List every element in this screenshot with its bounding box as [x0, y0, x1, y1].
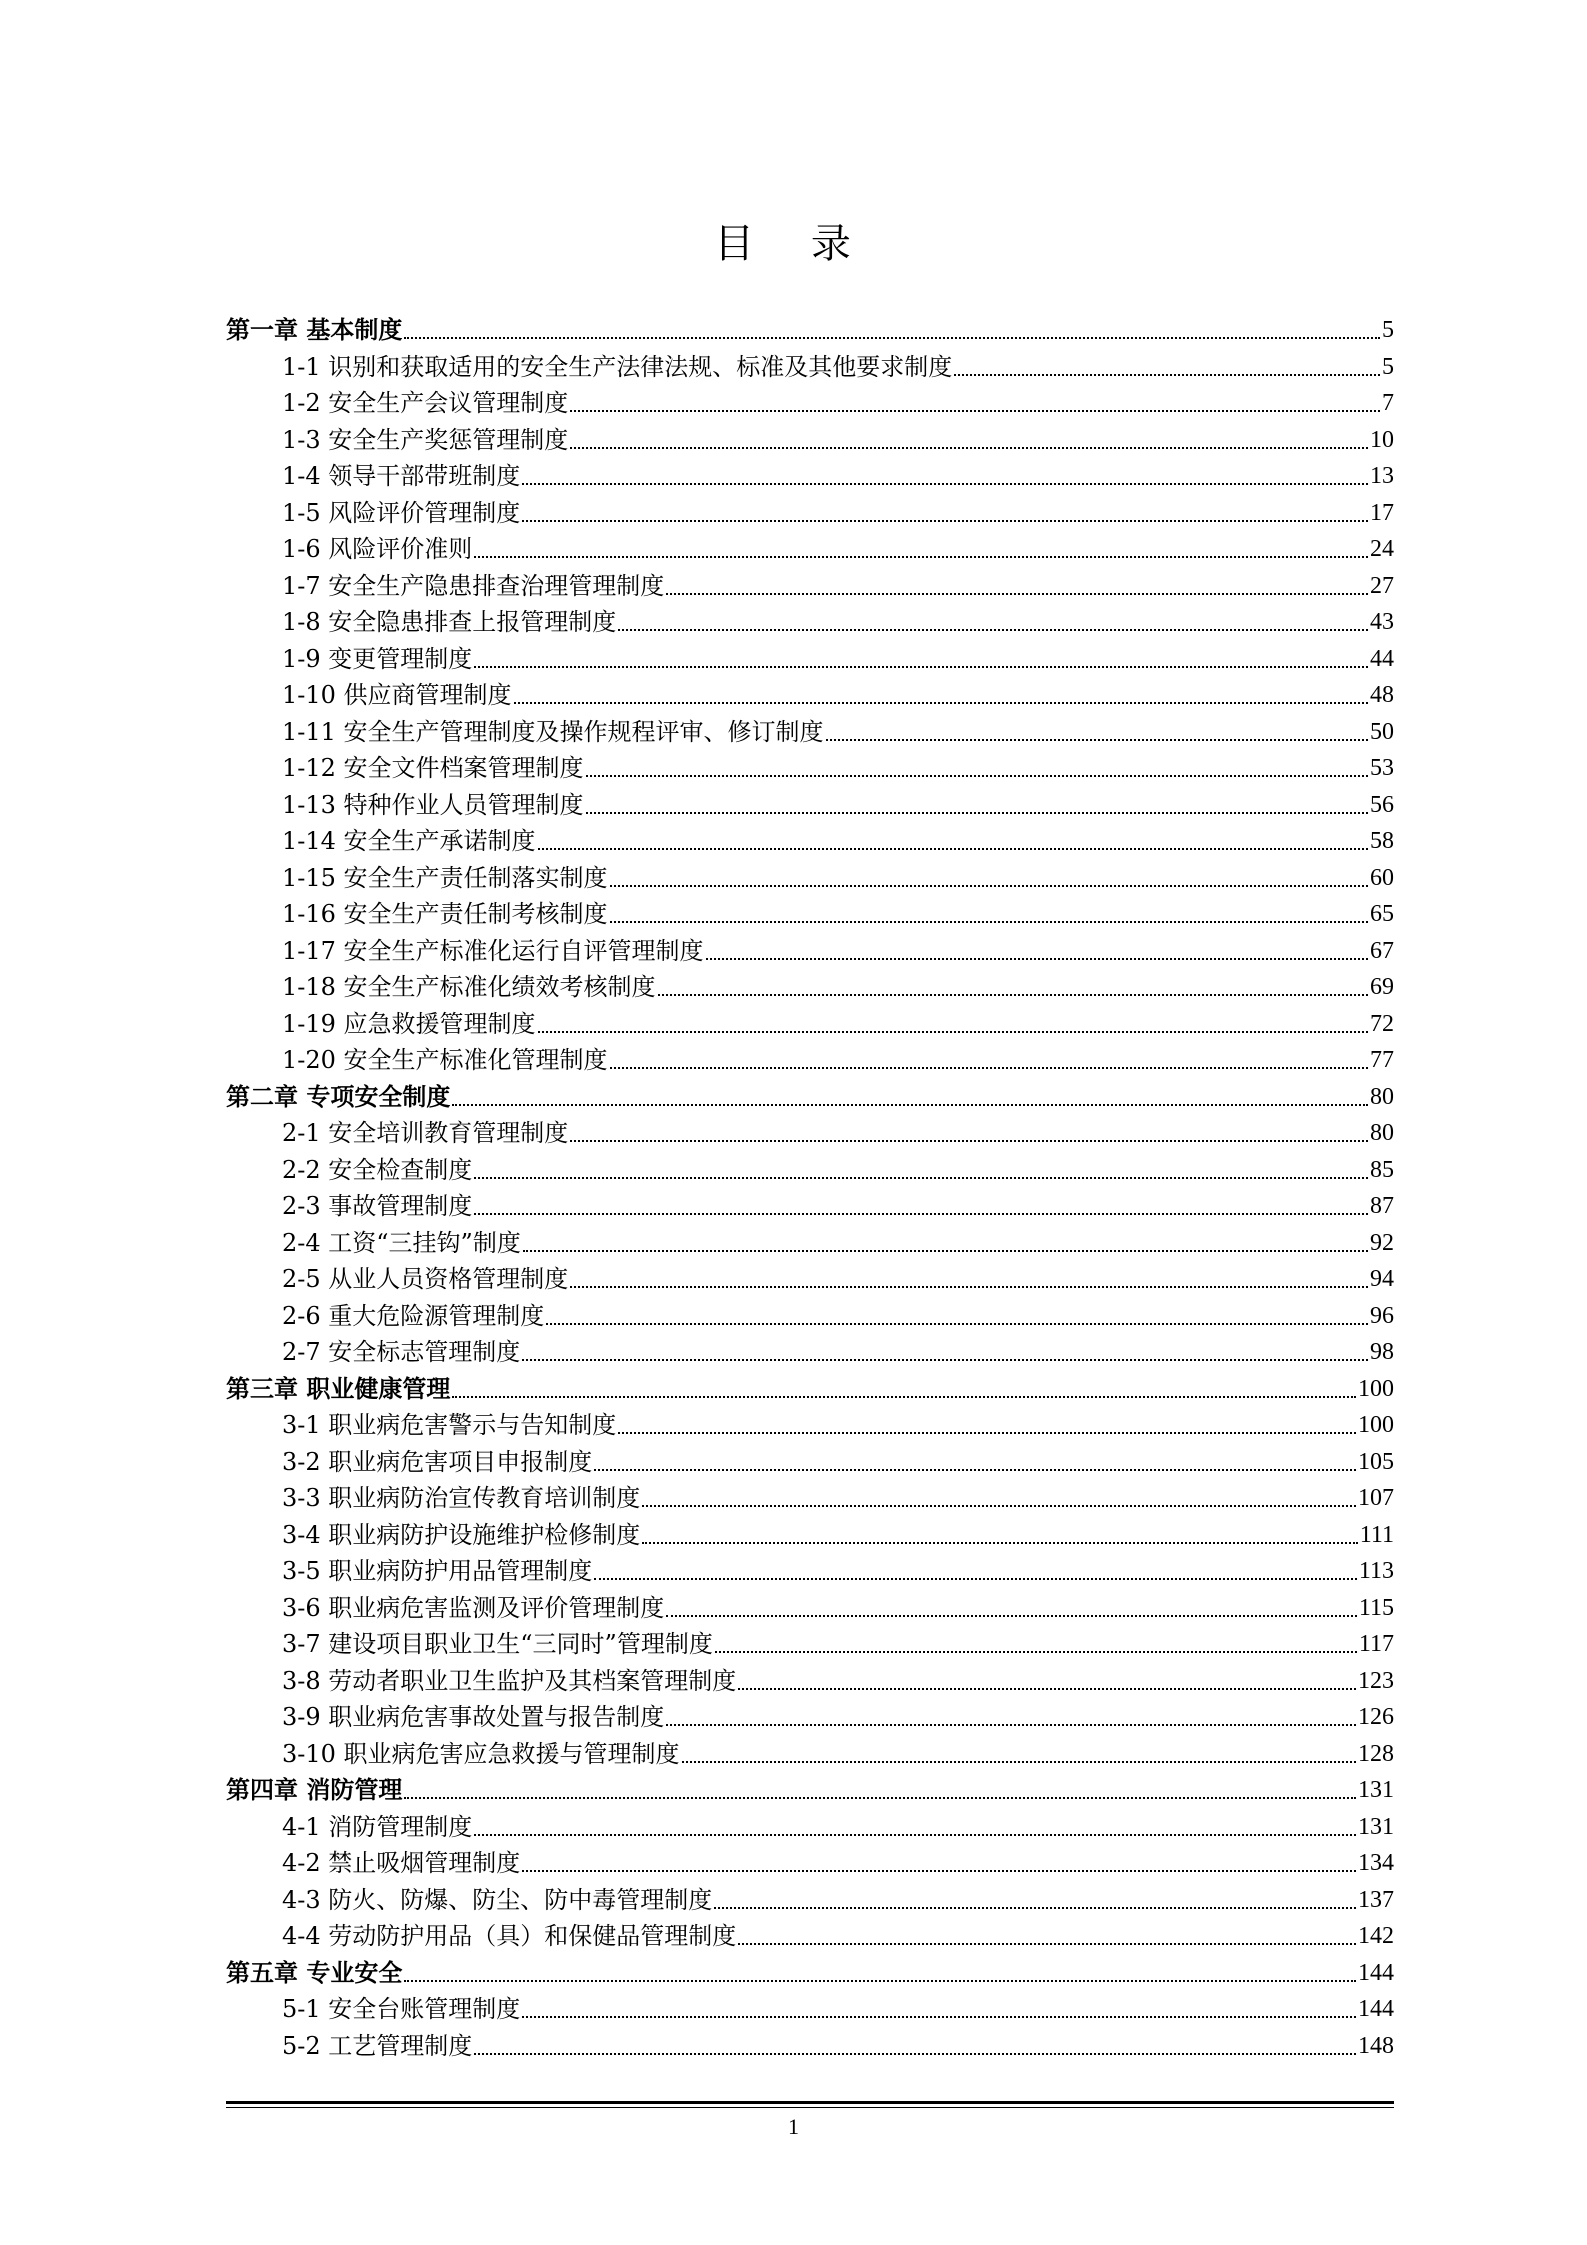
toc-section-entry[interactable] [226, 349, 1394, 386]
toc-chapter-entry[interactable] [226, 1371, 1394, 1408]
toc-dot-leader [586, 775, 1368, 777]
toc-dot-leader [570, 1286, 1368, 1288]
toc-entry-title: 1-13 特种作业人员管理制度 [282, 790, 584, 819]
toc-entry-title: 3-8 劳动者职业卫生监护及其档案管理制度 [282, 1666, 737, 1695]
toc-dot-leader [570, 447, 1368, 449]
toc-dot-leader [452, 1104, 1368, 1106]
toc-section-entry[interactable] [226, 422, 1394, 459]
toc-section-entry[interactable] [226, 1699, 1394, 1736]
toc-entry-page-number: 80 [1370, 1120, 1394, 1147]
toc-section-entry[interactable] [226, 1663, 1394, 1700]
toc-section-entry[interactable] [226, 1517, 1394, 1554]
toc-section-entry[interactable] [226, 860, 1394, 897]
toc-entry-page-number: 100 [1358, 1375, 1394, 1402]
toc-entry-title: 4-2 禁止吸烟管理制度 [282, 1849, 521, 1878]
toc-chapter-entry[interactable] [226, 312, 1394, 349]
toc-dot-leader [610, 885, 1368, 887]
toc-entry-title: 第二章 专项安全制度 [226, 1081, 451, 1111]
toc-entry-title: 1-19 应急救援管理制度 [282, 1009, 536, 1038]
toc-section-entry[interactable] [226, 714, 1394, 751]
toc-section-entry[interactable] [226, 641, 1394, 678]
toc-section-entry[interactable] [226, 1261, 1394, 1298]
toc-dot-leader [522, 2016, 1356, 2018]
toc-entry-title: 2-5 从业人员资格管理制度 [282, 1265, 569, 1294]
toc-section-entry[interactable] [226, 1736, 1394, 1773]
toc-section-entry[interactable] [226, 969, 1394, 1006]
toc-section-entry[interactable] [226, 1809, 1394, 1846]
toc-entry-page-number: 48 [1370, 682, 1394, 709]
toc-dot-leader [594, 1578, 1357, 1580]
toc-dot-leader [522, 1359, 1368, 1361]
toc-entry-page-number: 117 [1358, 1631, 1394, 1658]
toc-section-entry[interactable] [226, 2028, 1394, 2065]
toc-entry-title: 1-6 风险评价准则 [282, 535, 473, 564]
toc-entry-title: 1-9 变更管理制度 [282, 644, 473, 673]
toc-dot-leader [474, 1213, 1368, 1215]
toc-entry-title: 1-7 安全生产隐患排查治理管理制度 [282, 571, 665, 600]
toc-dot-leader [954, 374, 1380, 376]
toc-entry-title: 第四章 消防管理 [226, 1775, 403, 1805]
toc-entry-page-number: 27 [1370, 572, 1394, 599]
toc-section-entry[interactable] [226, 823, 1394, 860]
toc-entry-page-number: 58 [1370, 828, 1394, 855]
toc-entry-page-number: 50 [1370, 718, 1394, 745]
toc-section-entry[interactable] [226, 787, 1394, 824]
toc-dot-leader [474, 1834, 1356, 1836]
toc-entry-title: 3-7 建设项目职业卫生“三同时”管理制度 [282, 1630, 713, 1659]
toc-dot-leader [570, 410, 1380, 412]
toc-entry-title: 2-1 安全培训教育管理制度 [282, 1119, 569, 1148]
toc-entry-title: 3-4 职业病防护设施维护检修制度 [282, 1520, 641, 1549]
toc-section-entry[interactable] [226, 1334, 1394, 1371]
toc-entry-page-number: 134 [1358, 1850, 1394, 1877]
toc-section-entry[interactable] [226, 458, 1394, 495]
toc-section-entry[interactable] [226, 1115, 1394, 1152]
toc-section-entry[interactable] [226, 1152, 1394, 1189]
toc-entry-title: 2-2 安全检查制度 [282, 1155, 473, 1184]
toc-section-entry[interactable] [226, 495, 1394, 532]
toc-dot-leader [474, 2053, 1356, 2055]
toc-entry-title: 1-3 安全生产奖惩管理制度 [282, 425, 569, 454]
toc-entry-title: 1-11 安全生产管理制度及操作规程评审、修订制度 [282, 717, 824, 746]
toc-entry-title: 1-18 安全生产标准化绩效考核制度 [282, 973, 656, 1002]
toc-section-entry[interactable] [226, 1590, 1394, 1627]
toc-entry-title: 3-9 职业病危害事故处置与报告制度 [282, 1703, 665, 1732]
toc-dot-leader [474, 1177, 1368, 1179]
toc-section-entry[interactable] [226, 677, 1394, 714]
toc-entry-page-number: 107 [1358, 1485, 1394, 1512]
toc-section-entry[interactable] [226, 604, 1394, 641]
toc-entry-title: 3-1 职业病危害警示与告知制度 [282, 1411, 617, 1440]
toc-entry-title: 1-10 供应商管理制度 [282, 681, 512, 710]
toc-section-entry[interactable] [226, 933, 1394, 970]
toc-entry-title: 1-17 安全生产标准化运行自评管理制度 [282, 936, 704, 965]
toc-section-entry[interactable] [226, 1444, 1394, 1481]
toc-entry-page-number: 13 [1370, 463, 1394, 490]
toc-entry-page-number: 43 [1370, 609, 1394, 636]
toc-dot-leader [586, 812, 1368, 814]
table-of-contents [226, 312, 1394, 2064]
toc-section-entry[interactable] [226, 1845, 1394, 1882]
toc-entry-title: 1-1 识别和获取适用的安全生产法律法规、标准及其他要求制度 [282, 352, 953, 381]
toc-entry-title: 1-2 安全生产会议管理制度 [282, 389, 569, 418]
toc-entry-title: 4-3 防火、防爆、防尘、防中毒管理制度 [282, 1885, 713, 1914]
toc-dot-leader [522, 520, 1368, 522]
toc-chapter-entry[interactable] [226, 1772, 1394, 1809]
toc-entry-page-number: 56 [1370, 791, 1394, 818]
toc-entry-page-number: 123 [1358, 1667, 1394, 1694]
toc-section-entry[interactable] [226, 1298, 1394, 1335]
toc-dot-leader [826, 739, 1368, 741]
toc-section-entry[interactable] [226, 1918, 1394, 1955]
toc-entry-title: 第三章 职业健康管理 [226, 1373, 451, 1403]
toc-dot-leader [522, 1870, 1356, 1872]
footer-divider-thin [226, 2107, 1394, 2108]
toc-entry-title: 第五章 专业安全 [226, 1957, 403, 1987]
toc-entry-page-number: 5 [1382, 353, 1394, 380]
toc-dot-leader [666, 1615, 1357, 1617]
toc-dot-leader [570, 1140, 1368, 1142]
toc-entry-title: 2-3 事故管理制度 [282, 1192, 473, 1221]
toc-dot-leader [610, 921, 1368, 923]
toc-dot-leader [538, 848, 1368, 850]
toc-entry-title: 1-8 安全隐患排查上报管理制度 [282, 608, 617, 637]
toc-entry-page-number: 142 [1358, 1923, 1394, 1950]
toc-entry-page-number: 96 [1370, 1302, 1394, 1329]
toc-entry-page-number: 10 [1370, 426, 1394, 453]
toc-dot-leader [514, 702, 1368, 704]
toc-dot-leader [538, 1031, 1368, 1033]
toc-dot-leader [594, 1469, 1356, 1471]
toc-entry-page-number: 85 [1370, 1156, 1394, 1183]
toc-chapter-entry[interactable] [226, 1955, 1394, 1992]
toc-entry-page-number: 80 [1370, 1083, 1394, 1110]
toc-section-entry[interactable] [226, 1553, 1394, 1590]
toc-dot-leader [523, 1250, 1368, 1252]
toc-section-entry[interactable] [226, 1626, 1394, 1663]
toc-entry-page-number: 7 [1382, 390, 1394, 417]
toc-section-entry[interactable] [226, 531, 1394, 568]
toc-dot-leader [658, 994, 1368, 996]
toc-chapter-entry[interactable] [226, 1079, 1394, 1116]
toc-entry-page-number: 128 [1358, 1740, 1394, 1767]
toc-dot-leader [706, 958, 1368, 960]
toc-entry-title: 1-12 安全文件档案管理制度 [282, 754, 584, 783]
toc-entry-title: 4-4 劳动防护用品（具）和保健品管理制度 [282, 1922, 737, 1951]
toc-dot-leader [738, 1688, 1356, 1690]
toc-entry-title: 3-10 职业病危害应急救援与管理制度 [282, 1739, 680, 1768]
toc-entry-page-number: 105 [1358, 1448, 1394, 1475]
toc-entry-page-number: 24 [1370, 536, 1394, 563]
toc-entry-page-number: 60 [1370, 864, 1394, 891]
toc-entry-page-number: 77 [1370, 1047, 1394, 1074]
toc-entry-page-number: 111 [1359, 1521, 1394, 1548]
toc-entry-page-number: 87 [1370, 1193, 1394, 1220]
toc-entry-title: 5-1 安全台账管理制度 [282, 1995, 521, 2024]
toc-entry-page-number: 69 [1370, 974, 1394, 1001]
toc-entry-title: 1-5 风险评价管理制度 [282, 498, 521, 527]
toc-entry-title: 2-6 重大危险源管理制度 [282, 1301, 545, 1330]
toc-entry-title: 3-5 职业病防护用品管理制度 [282, 1557, 593, 1586]
toc-dot-leader [474, 556, 1368, 558]
toc-entry-page-number: 126 [1358, 1704, 1394, 1731]
toc-section-entry[interactable] [226, 385, 1394, 422]
toc-entry-page-number: 98 [1370, 1339, 1394, 1366]
toc-dot-leader [610, 1067, 1368, 1069]
toc-entry-page-number: 148 [1358, 2032, 1394, 2059]
toc-section-entry[interactable] [226, 896, 1394, 933]
toc-dot-leader [474, 666, 1368, 668]
toc-dot-leader [404, 1980, 1356, 1982]
toc-entry-page-number: 72 [1370, 1010, 1394, 1037]
toc-dot-leader [618, 629, 1368, 631]
toc-dot-leader [738, 1943, 1356, 1945]
toc-entry-page-number: 92 [1370, 1229, 1394, 1256]
toc-dot-leader [618, 1432, 1356, 1434]
toc-dot-leader [522, 483, 1368, 485]
toc-entry-title: 3-3 职业病防治宣传教育培训制度 [282, 1484, 641, 1513]
page-title: 目 录 [714, 221, 873, 267]
toc-entry-page-number: 5 [1382, 317, 1394, 344]
toc-section-entry[interactable] [226, 1042, 1394, 1079]
toc-section-entry[interactable] [226, 1225, 1394, 1262]
toc-section-entry[interactable] [226, 750, 1394, 787]
toc-entry-page-number: 113 [1358, 1558, 1394, 1585]
toc-section-entry[interactable] [226, 1480, 1394, 1517]
toc-entry-title: 2-4 工资“三挂钩”制度 [282, 1228, 521, 1257]
toc-entry-page-number: 131 [1358, 1777, 1394, 1804]
toc-dot-leader [642, 1542, 1358, 1544]
toc-entry-page-number: 65 [1370, 901, 1394, 928]
toc-dot-leader [666, 593, 1368, 595]
toc-entry-title: 3-6 职业病危害监测及评价管理制度 [282, 1593, 665, 1622]
toc-section-entry[interactable] [226, 568, 1394, 605]
toc-section-entry[interactable] [226, 1006, 1394, 1043]
footer-divider-thick [226, 2101, 1394, 2104]
toc-entry-page-number: 131 [1358, 1813, 1394, 1840]
toc-entry-title: 第一章 基本制度 [226, 315, 403, 345]
toc-entry-title: 1-16 安全生产责任制考核制度 [282, 900, 608, 929]
toc-entry-title: 5-2 工艺管理制度 [282, 2031, 473, 2060]
toc-dot-leader [404, 337, 1380, 339]
toc-entry-title: 1-20 安全生产标准化管理制度 [282, 1046, 608, 1075]
toc-entry-page-number: 44 [1370, 645, 1394, 672]
toc-entry-page-number: 67 [1370, 937, 1394, 964]
page-number: 1 [788, 2114, 799, 2139]
toc-entry-page-number: 100 [1358, 1412, 1394, 1439]
toc-dot-leader [682, 1761, 1356, 1763]
toc-entry-title: 1-4 领导干部带班制度 [282, 462, 521, 491]
toc-entry-page-number: 115 [1358, 1594, 1394, 1621]
toc-section-entry[interactable] [226, 1407, 1394, 1444]
toc-entry-page-number: 94 [1370, 1266, 1394, 1293]
toc-entry-title: 3-2 职业病危害项目申报制度 [282, 1447, 593, 1476]
toc-entry-page-number: 17 [1370, 499, 1394, 526]
toc-dot-leader [404, 1797, 1356, 1799]
toc-section-entry[interactable] [226, 1882, 1394, 1919]
toc-dot-leader [642, 1505, 1356, 1507]
toc-entry-title: 4-1 消防管理制度 [282, 1812, 473, 1841]
toc-entry-title: 1-15 安全生产责任制落实制度 [282, 863, 608, 892]
toc-entry-page-number: 144 [1358, 1959, 1394, 1986]
toc-entry-title: 2-7 安全标志管理制度 [282, 1338, 521, 1367]
toc-section-entry[interactable] [226, 1188, 1394, 1225]
toc-dot-leader [714, 1907, 1356, 1909]
toc-dot-leader [452, 1396, 1356, 1398]
toc-dot-leader [666, 1724, 1356, 1726]
toc-entry-page-number: 53 [1370, 755, 1394, 782]
toc-entry-page-number: 137 [1358, 1886, 1394, 1913]
toc-dot-leader [715, 1651, 1357, 1653]
toc-dot-leader [546, 1323, 1368, 1325]
toc-section-entry[interactable] [226, 1991, 1394, 2028]
toc-entry-title: 1-14 安全生产承诺制度 [282, 827, 536, 856]
toc-entry-page-number: 144 [1358, 1996, 1394, 2023]
